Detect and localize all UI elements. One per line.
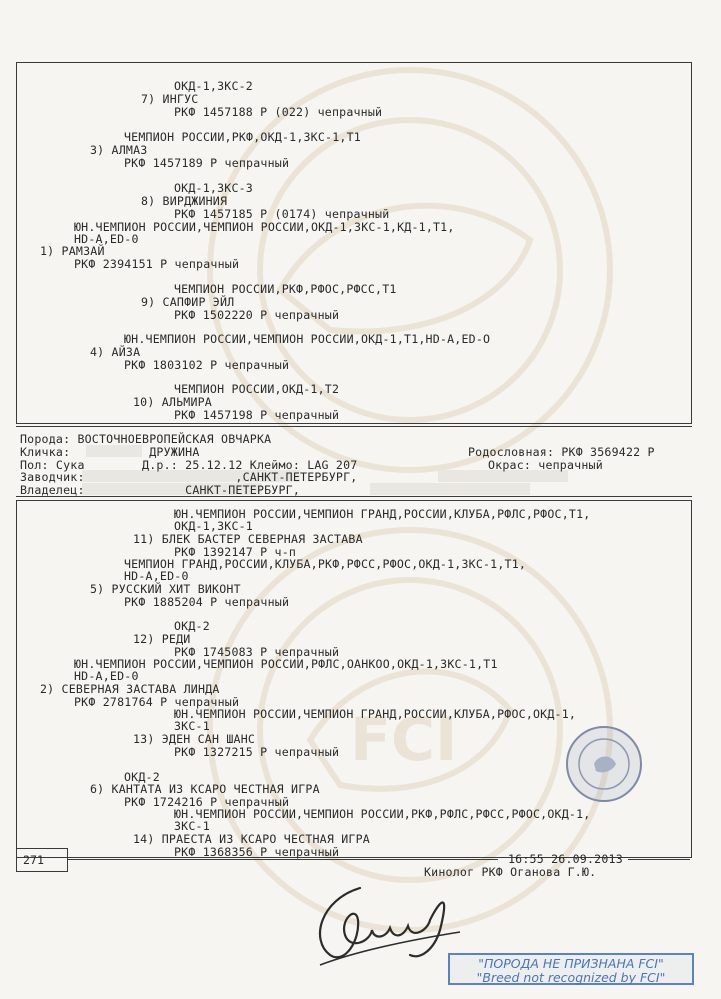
pedigree-line: HD-A,ED-0 — [74, 232, 139, 246]
redacted-owner-address — [370, 483, 530, 495]
footer-left-rule — [68, 859, 498, 860]
pedigree-line: РКФ 1457188 Р (022) чепрачный — [174, 105, 383, 119]
info-line: Заводчик: ,САНКТ-ПЕТЕРБУРГ, — [20, 470, 358, 484]
pedigree-line: РКФ 1724216 Р чепрачный — [124, 795, 290, 809]
pedigree-line: ЧЕМПИОН ГРАНД,РОССИИ,КЛУБА,РКФ,РФСС,РФОС,ОКД-1,ЗКС-1,Т1, — [124, 557, 527, 571]
pedigree-line: 8) ВИРДЖИНИЯ — [141, 194, 228, 208]
info-top-divider — [16, 426, 692, 427]
pedigree-line: HD-A,ED-0 — [74, 669, 139, 683]
pedigree-line: ОКД-1,ЗКС-2 — [174, 79, 253, 93]
pedigree-line: 2) СЕВЕРНАЯ ЗАСТАВА ЛИНДА — [40, 682, 220, 696]
kinolog-signature-line: Кинолог РКФ Оганова Г.Ю. — [424, 865, 597, 879]
pedigree-line: РКФ 1885204 Р чепрачный — [124, 595, 290, 609]
handwritten-signature — [300, 880, 470, 970]
info-bottom-divider — [16, 496, 692, 497]
pedigree-line: 5) РУССКИЙ ХИТ ВИКОНТ — [90, 582, 241, 596]
info-line: Порода: ВОСТОЧНОЕВРОПЕЙСКАЯ ОВЧАРКА — [20, 432, 272, 446]
pedigree-line: РКФ 1457198 Р чепрачный — [174, 408, 340, 422]
pedigree-line: 6) КАНТАТА ИЗ КСАРО ЧЕСТНАЯ ИГРА — [90, 782, 320, 796]
pedigree-line: РКФ 1803102 Р чепрачный — [124, 358, 290, 372]
svg-text:FCI: FCI — [350, 705, 458, 775]
pedigree-line: РКФ 1457189 Р чепрачный — [124, 156, 290, 170]
pedigree-line: ЮН.ЧЕМПИОН РОССИИ,ЧЕМПИОН ГРАНД,РОССИИ,КЛУБА,РФОС,ОКД-1, — [174, 707, 577, 721]
pedigree-line: 13) ЭДЕН САН ШАНС — [133, 732, 256, 746]
pedigree-line: ЧЕМПИОН РОССИИ,ОКД-1,Т2 — [174, 382, 340, 396]
pedigree-line: ЮН.ЧЕМПИОН РОССИИ,ЧЕМПИОН ГРАНД,РОССИИ,КЛУБА,РФЛС,РФОС,Т1, — [174, 507, 591, 521]
pedigree-line: РКФ 1327215 Р чепрачный — [174, 745, 340, 759]
info-line: Родословная: РКФ 3569422 Р — [468, 445, 655, 459]
pedigree-line: ЮН.ЧЕМПИОН РОССИИ,ЧЕМПИОН РОССИИ,ОКД-1,ЗКС-1,КД-1,Т1, — [74, 220, 455, 234]
pedigree-line: ОКД-2 — [124, 770, 160, 784]
pedigree-line: РКФ 1457185 Р (0174) чепрачный — [174, 207, 390, 221]
pedigree-line: ОКД-1,ЗКС-3 — [174, 181, 253, 195]
pedigree-line: ЮН.ЧЕМПИОН РОССИИ,ЧЕМПИОН РОССИИ,РКФ,РФЛС,РФСС,РФОС,ОКД-1, — [174, 807, 591, 821]
info-line: Пол: Сука Д.р.: 25.12.12 Клеймо: LAG 207 — [20, 458, 358, 472]
info-line: Владелец: САНКТ-ПЕТЕРБУРГ, — [20, 483, 301, 497]
pedigree-line: ЧЕМПИОН РОССИИ,РКФ,ОКД-1,ЗКС-1,Т1 — [124, 130, 361, 144]
pedigree-line: ЮН.ЧЕМПИОН РОССИИ,ЧЕМПИОН РОССИИ,ОКД-1,Т1,HD-A,ED-O — [124, 332, 491, 346]
pedigree-line: ЗКС-1 — [174, 819, 210, 833]
pedigree-line: 10) АЛЬМИРА — [133, 395, 212, 409]
pedigree-line: РКФ 1392147 Р ч-п — [174, 545, 297, 559]
stamp-line-ru: "ПОРОДА НЕ ПРИЗНАНА FCI" — [478, 956, 664, 971]
pedigree-line: РКФ 2394151 Р чепрачный — [74, 257, 240, 271]
footer-right-rule — [628, 859, 690, 860]
fci-not-recognized-stamp — [448, 953, 694, 985]
print-datetime: 16:55 26.09.2013 — [508, 852, 623, 866]
pedigree-line: РКФ 1368356 Р чепрачный — [174, 845, 340, 859]
page-number-box — [16, 848, 68, 872]
pedigree-line: РКФ 1502220 Р чепрачный — [174, 308, 340, 322]
pedigree-line: ЮН.ЧЕМПИОН РОССИИ,ЧЕМПИОН РОССИИ,РФЛС,ОАНКОО,ОКД-1,ЗКС-1,Т1 — [74, 657, 498, 671]
pedigree-line: 14) ПРАЕСТА ИЗ КСАРО ЧЕСТНАЯ ИГРА — [133, 832, 370, 846]
rkf-round-stamp — [564, 724, 644, 804]
info-line: Кличка: ДРУЖИНА — [20, 445, 200, 459]
pedigree-line: HD-A,ED-0 — [124, 569, 189, 583]
pedigree-line: 4) АЙЗА — [90, 345, 141, 359]
pedigree-line: 9) САПФИР ЭЙЛ — [141, 295, 235, 309]
pedigree-line: 11) БЛЕК БАСТЕР СЕВЕРНАЯ ЗАСТАВА — [133, 532, 363, 546]
page-number: 271 — [23, 853, 44, 867]
pedigree-line: 1) РАМЗАЙ — [40, 244, 105, 258]
pedigree-line: РКФ 1745083 Р чепрачный — [174, 645, 340, 659]
pedigree-line: 12) РЕДИ — [133, 632, 191, 646]
pedigree-line: 3) АЛМАЗ — [90, 143, 148, 157]
pedigree-line: 7) ИНГУС — [141, 92, 199, 106]
pedigree-line: ОКД-1,ЗКС-1 — [174, 519, 253, 533]
pedigree-line: ЗКС-1 — [174, 719, 210, 733]
pedigree-line: ЧЕМПИОН РОССИИ,РКФ,РФОС,РФСС,Т1 — [174, 282, 397, 296]
stamp-line-en: "Breed not recognized by FCI" — [476, 970, 666, 985]
pedigree-line: ОКД-2 — [174, 619, 210, 633]
info-line: Окрас: чепрачный — [488, 458, 603, 472]
pedigree-line: РКФ 2781764 Р чепрачный — [74, 695, 240, 709]
